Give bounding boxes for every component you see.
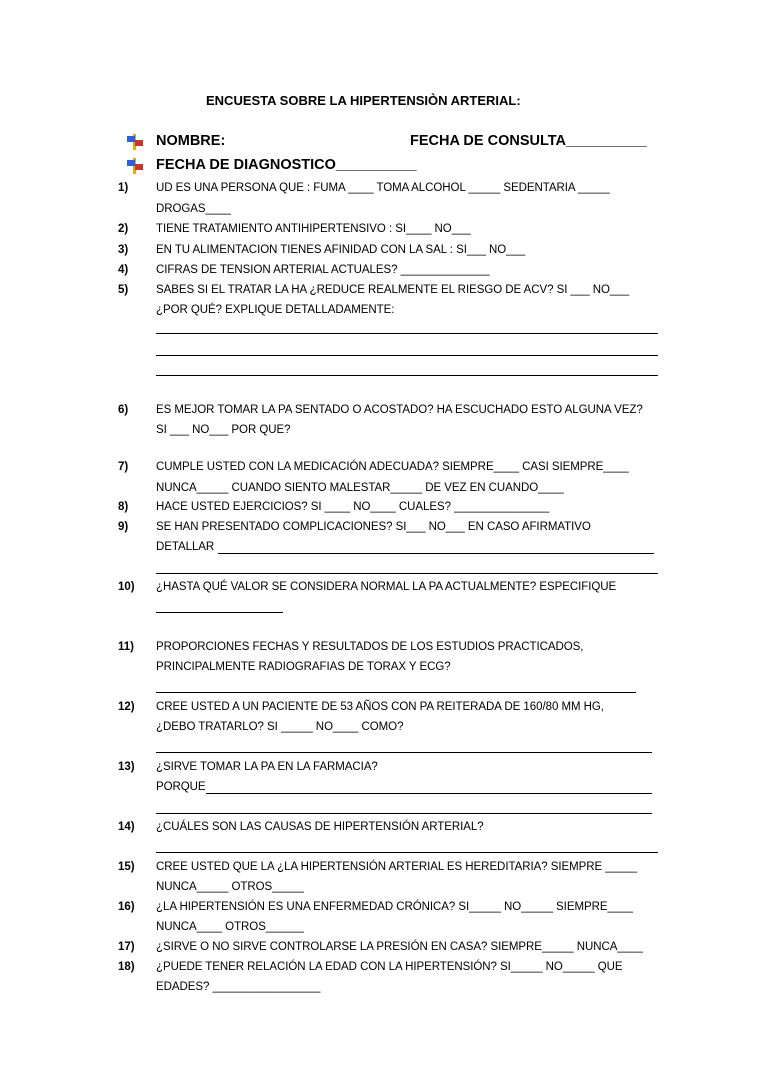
question-text: DROGAS____ [156, 203, 231, 215]
question-number: 6) [118, 404, 129, 416]
question-number: 16) [118, 901, 135, 913]
nombre-label: NOMBRE: [156, 133, 226, 149]
question-text: ¿PUEDE TENER RELACIÓN LA EDAD CON LA HIPERTENSIÓN? SI_____ NO_____ QUE [156, 961, 623, 973]
question-number: 2) [118, 223, 129, 235]
question-text: ¿LA HIPERTENSIÓN ES UNA ENFERMEDAD CRÓNICA? SI_____ NO_____ SIEMPRE____ [156, 901, 633, 913]
question-number: 5) [118, 284, 129, 296]
question-text: PRINCIPALMENTE RADIOGRAFIAS DE TORAX Y ECG? [156, 661, 451, 673]
answer-line[interactable] [156, 375, 658, 376]
question-text: CREE USTED QUE LA ¿LA HIPERTENSIÓN ARTERIAL ES HEREDITARIA? SIEMPRE _____ [156, 861, 637, 873]
answer-line[interactable] [206, 793, 652, 794]
question-number: 7) [118, 461, 129, 473]
question-number: 12) [118, 701, 135, 713]
question-text: NUNCA_____ OTROS_____ [156, 881, 304, 893]
answer-line[interactable] [156, 612, 283, 613]
bullet-icon [127, 134, 143, 150]
question-text: ES MEJOR TOMAR LA PA SENTADO O ACOSTADO? HA ESCUCHADO ESTO ALGUNA VEZ? [156, 404, 643, 416]
question-text: TIENE TRATAMIENTO ANTIHIPERTENSIVO : SI____ NO___ [156, 223, 471, 235]
answer-line[interactable] [156, 333, 658, 334]
answer-line[interactable] [156, 355, 658, 356]
question-number: 9) [118, 521, 129, 533]
question-text: ¿DEBO TRATARLO? SI _____ NO____ COMO? [156, 721, 404, 733]
answer-line[interactable] [156, 813, 652, 814]
question-text: CIFRAS DE TENSION ARTERIAL ACTUALES? ______________ [156, 264, 490, 276]
question-text: PROPORCIONES FECHAS Y RESULTADOS DE LOS ESTUDIOS PRACTICADOS, [156, 641, 584, 653]
question-text: SI ___ NO___ POR QUE? [156, 424, 291, 436]
answer-line[interactable] [156, 752, 652, 753]
survey-title: ENCUESTA SOBRE LA HIPERTENSIÒN ARTERIAL: [206, 93, 521, 108]
fecha-diagnostico-label: FECHA DE DIAGNOSTICO__________ [156, 157, 417, 173]
question-number: 1) [118, 182, 129, 194]
question-text: DETALLAR [156, 541, 215, 553]
answer-line[interactable] [218, 553, 654, 554]
question-number: 14) [118, 821, 135, 833]
answer-line[interactable] [156, 573, 658, 574]
fecha-consulta-label: FECHA DE CONSULTA__________ [410, 133, 647, 149]
question-number: 8) [118, 501, 129, 513]
question-text: ¿CUÁLES SON LAS CAUSAS DE HIPERTENSIÓN ARTERIAL? [156, 821, 484, 833]
question-text: ¿SIRVE O NO SIRVE CONTROLARSE LA PRESIÓN EN CASA? SIEMPRE_____ NUNCA____ [156, 941, 643, 953]
question-text: CUMPLE USTED CON LA MEDICACIÓN ADECUADA? SIEMPRE____ CASI SIEMPRE____ [156, 461, 629, 473]
question-number: 10) [118, 581, 135, 593]
question-text: PORQUE [156, 781, 206, 793]
bullet-icon [127, 158, 143, 174]
question-text: ¿HASTA QUÉ VALOR SE CONSIDERA NORMAL LA PA ACTUALMENTE? ESPECIFIQUE [156, 581, 617, 593]
answer-line[interactable] [156, 692, 636, 693]
question-number: 11) [118, 641, 134, 653]
question-text: EN TU ALIMENTACION TIENES AFINIDAD CON LA SAL : SI___ NO___ [156, 244, 526, 256]
question-text: NUNCA_____ CUANDO SIENTO MALESTAR_____ DE VEZ EN CUANDO____ [156, 482, 564, 494]
question-text: CREE USTED A UN PACIENTE DE 53 AÑOS CON PA REITERADA DE 160/80 MM HG, [156, 701, 604, 713]
question-text: HACE USTED EJERCICIOS? SI ____ NO____ CUALES? _______________ [156, 501, 550, 513]
question-number: 15) [118, 861, 135, 873]
question-text: ¿POR QUÉ? EXPLIQUE DETALLADAMENTE: [156, 304, 395, 316]
question-number: 3) [118, 244, 129, 256]
question-text: NUNCA____ OTROS______ [156, 921, 304, 933]
question-text: SE HAN PRESENTADO COMPLICACIONES? SI___ NO___ EN CASO AFIRMATIVO [156, 521, 591, 533]
question-text: ¿SIRVE TOMAR LA PA EN LA FARMACIA? [156, 761, 378, 773]
question-number: 13) [118, 761, 135, 773]
question-text: SABES SI EL TRATAR LA HA ¿REDUCE REALMENTE EL RIESGO DE ACV? SI ___ NO___ [156, 284, 629, 296]
answer-line[interactable] [156, 852, 658, 853]
question-number: 18) [118, 961, 135, 973]
question-number: 4) [118, 264, 129, 276]
question-text: EDADES? _________________ [156, 981, 321, 993]
question-number: 17) [118, 941, 135, 953]
question-text: UD ES UNA PERSONA QUE : FUMA ____ TOMA ALCOHOL _____ SEDENTARIA _____ [156, 182, 610, 194]
